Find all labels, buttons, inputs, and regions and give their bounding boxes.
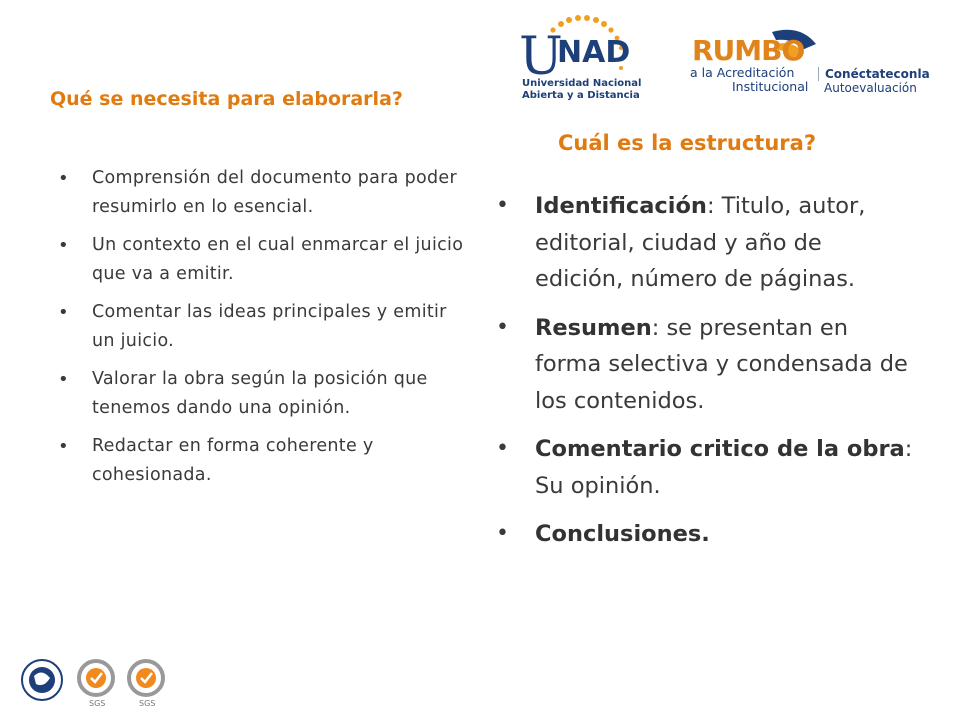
item-term: Resumen: [535, 314, 652, 341]
unad-u: U: [519, 27, 563, 87]
list-item: • Redactar en forma coherente y cohesionada.: [58, 432, 468, 490]
rumbo-line2: Institucional: [732, 79, 809, 94]
left-heading: Qué se necesita para elaborarla?: [50, 88, 403, 110]
unad-line1: Universidad Nacional: [522, 78, 642, 89]
list-item: [496, 431, 916, 504]
sgs-label: SGS: [89, 699, 106, 708]
sgs-label: SGS: [139, 699, 156, 708]
list-item: • Comentar las ideas principales y emitir un juicio.: [58, 298, 468, 356]
rumbo-line1: a la Acreditación: [690, 65, 795, 80]
rumbo-wordmark: RUMBO: [692, 34, 805, 67]
rumbo-line3: Conéctateconla: [818, 67, 930, 81]
globe-seal-icon: [22, 660, 62, 700]
right-heading: Cuál es la estructura?: [558, 131, 817, 155]
item-term: Identificación: [535, 193, 707, 219]
requirements-list: [58, 164, 468, 499]
list-item: • Un contexto en el cual enmarcar el juicio que va a emitir.: [58, 231, 468, 289]
structure-list: [496, 188, 916, 565]
list-item: [496, 310, 916, 420]
rumbo-line4: Autoevaluación: [824, 81, 917, 95]
list-item: • Comprensión del documento para poder resumirlo en lo esencial.: [58, 164, 468, 222]
unad-nad: NAD: [557, 35, 631, 70]
item-term: Comentario critico de la obra: [535, 436, 905, 462]
unad-line2: Abierta y a Distancia: [522, 90, 640, 101]
item-term: Conclusiones.: [535, 521, 710, 547]
item-description: : Su opinión.: [535, 436, 913, 499]
sgs-seal-icon: [129, 661, 163, 708]
item-description: : Titulo, autor, editorial, ciudad y año de edición, número de páginas.: [535, 193, 866, 292]
list-item: [496, 188, 916, 298]
item-description: : se presentan en forma selectiva y condensada de los contenidos.: [535, 314, 908, 414]
certification-logos: [20, 654, 180, 710]
list-item: [496, 516, 916, 553]
sgs-seal-icon: [79, 661, 113, 708]
list-item: • Valorar la obra según la posición que tenemos dando una opinión.: [58, 365, 468, 423]
unad-subtitle: [522, 78, 641, 102]
